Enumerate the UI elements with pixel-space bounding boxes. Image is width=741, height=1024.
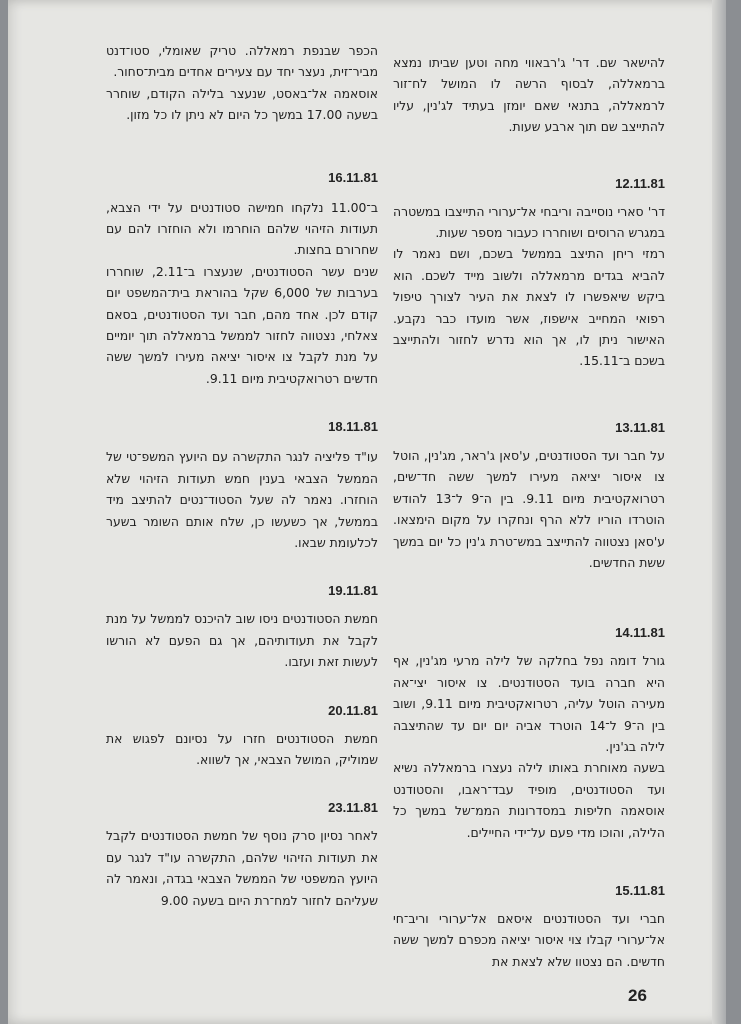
page-edge-shadow (712, 0, 726, 1024)
right-column-intro: להישאר שם. דר' ג'רבאווי מחה וטען שביתו נמצא ברמאללה, לבסוף הרשה לו המושל לח־זור לרמאללה, בתנאי שאם יומזן בעתיד לג'נין, עליו להתייצב שם תוך ארבע שעות. (393, 55, 665, 135)
entry-paragraph: על חבר ועד הסטודנטים, ע'סאן ג'ראר, מג'נין, הוטל צו איסור יציאה מעירו למשך ששה חד־שים, רטרואקטיבית מיום 9.11. בין ה־9 ל־13 להודש הוטרדו הוריו ללא הרף ונחקרו על מקום הימצאו. ע'סאן נצטווה להתייצב במש־טרת ג'נין כל יום במשך ששת החדשים. (393, 447, 665, 570)
entry-date: 23.11.81 (328, 800, 378, 816)
entry-paragraph: לאחר נסיון סרק נוסף של חמשת הסטודנטים לקבל את תעודות הזיהוי שלהם, התקשרה עו"ד לנגר עם היועץ המשפטי של הממשל הצבאי בגדה, ונאמר לה שעליהם לחזור למח־רת היום בשעה 9.00 (106, 828, 378, 908)
entry-date: 15.11.81 (615, 882, 665, 898)
entry-paragraph: עו"ד פליציה לנגר התקשרה עם היועץ המשפ־טי של הממשל הצבאי בענין חמש תעודות הזיהוי שלא הוחזרו. נאמר לה שעל הסטוד־נטים להתיצב מיד בממשל, אך כשעשו כן, שלח אותם השומר בשער לכלעומת שבאו. (106, 449, 378, 550)
entry-date: 13.11.81 (615, 419, 665, 435)
entry-paragraph: חברי ועד הסטודנטים איסאם אל־ערורי וריב־חי אל־ערורי קבלו צוי איסור יציאה מכפרם למשך ששה חדשים. הם נצטוו שלא לצאת את (393, 910, 665, 969)
entry-date: 14.11.81 (615, 625, 665, 641)
entry-date: 18.11.81 (328, 419, 378, 435)
entry-date: 16.11.81 (328, 169, 378, 185)
entry-date: 19.11.81 (328, 583, 378, 599)
page-number: 26 (628, 986, 647, 1005)
entry-paragraph: שנים עשר הסטודנטים, שנעצרו ב־2.11, שוחררו בערבות של 6,000 שקל בהוראת בית־המשפט יום קודם לכן. אחד מהם, חבר ועד הסטודנטים, בסאם צאלחי, נצטווה לחזור לממשל ברמאללה תוך יומיים על מנת לקבל צו איסור יציאה מעירו למשך ששה חדשים רטרואקטיבית מיום 9.11. (106, 263, 378, 386)
entry-paragraph: חמשת הסטודנטים ניסו שוב להיכנס לממשל על מנת לקבל את תעודותיהם, אך גם הפעם לא הורשו לעשות זאת ועזבו. (106, 611, 378, 670)
left-column (106, 40, 378, 911)
entry-paragraph: חמשת הסטודנטים חזרו על נסיונם לפגוש את שמוליק, המושל הצבאי, אך לשווא. (106, 730, 378, 767)
entry-paragraph: דר' סארי נוסייבה וריבחי אל־ערורי התייצבו במשטרה במגרש הרוסים ושוחררו כעבור מספר שעות. (393, 203, 665, 241)
entry-paragraph: רמזי ריחן התיצב בממשל בשכם, ושם נאמר לו להביא בגדים מרמאללה ולשוב מייד לשכם. הוא ביקש שיאפשרו לו לצאת את העיר לצורך טיפול רפואי המחייב אישפוז, אשר מועדו כבר נקבע. האישור ניתן לו, אך הוא נדרש לחזור ולהתייצב בשכם ב־15.11. (393, 246, 665, 369)
left-column-intro: הכפר שבנפת רמאללה. טריק שאומלי, סטו־דנט מביר־זית, נעצר יחד עם צעירים אחדים מבית־סחור. (106, 43, 378, 80)
entry-date: 12.11.81 (615, 175, 665, 191)
entry-date: 20.11.81 (328, 702, 378, 718)
entry-paragraph: בשעה מאוחרת באותו לילה נעצרו ברמאללה נשיא ועד הסטודנטים, מופיד עבד־ראבו, והסטודנט אוסאמה חליפות במסדרונות הממ־של במשך כל הלילה, והוכו מדי פעם על־ידי החיילים. (393, 760, 665, 840)
right-column (393, 52, 665, 972)
entry-paragraph: ב־11.00 נלקחו חמישה סטודנטים על ידי הצבא, תעודות הזיהוי שלהם הוחרמו ולא הוחזרו להם עם שחרורם בחצות. (106, 199, 378, 258)
left-column-intro: אוסאמה אל־באסט, שנעצר בלילה הקודם, שוחרר בשעה 17.00 במשך כל היום לא ניתן לו כל מזון. (106, 85, 378, 123)
document-page (8, 0, 726, 1024)
entry-paragraph: גורל דומה נפל בחלקה של לילה מרעי מג'נין, אף היא חברה בועד הסטודנטים. צו איסור יצי־אה מעירה הוטל עליה, רטרואקטיבית מיום 9.11, ושוב בין ה־9 ל־14 הוטרד אביה יום יום עד שהתיצבה לילה בג'נין. (393, 653, 665, 754)
